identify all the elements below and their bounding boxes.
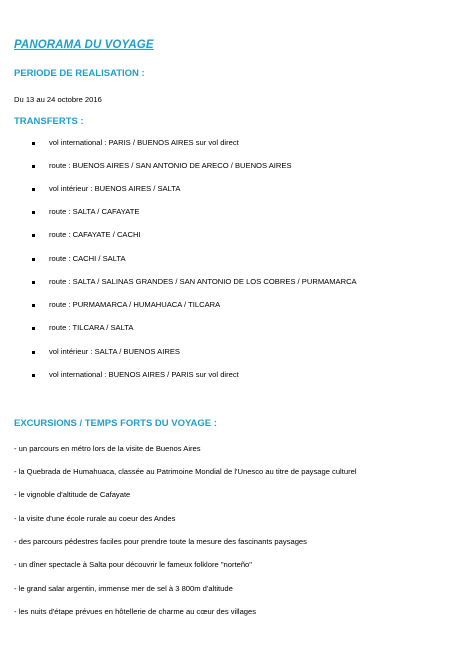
transfer-text: vol international : BUENOS AIRES / PARIS sur vol direct: [49, 370, 239, 379]
excursion-item: - la visite d'une école rurale au coeur des Andes: [14, 514, 176, 523]
excursion-item: - des parcours pédestres faciles pour prendre toute la mesure des fascinants paysages: [14, 537, 307, 546]
excursion-item: - le vignoble d'altitude de Cafayate: [14, 490, 131, 499]
bullet-icon: [32, 188, 35, 191]
transfer-text: route : CAFAYATE / CACHI: [49, 230, 141, 239]
period-heading: PERIODE DE REALISATION :: [14, 68, 145, 79]
excursion-item: - le grand salar argentin, immense mer de sel à 3 800m d'altitude: [14, 584, 233, 593]
transfer-text: vol intérieur : SALTA / BUENOS AIRES: [49, 347, 180, 356]
transfer-text: route : SALTA / SALINAS GRANDES / SAN ANTONIO DE LOS COBRES / PURMAMARCA: [49, 277, 357, 286]
bullet-icon: [32, 258, 35, 261]
period-dates: Du 13 au 24 octobre 2016: [14, 95, 102, 104]
excursions-heading: EXCURSIONS / TEMPS FORTS DU VOYAGE :: [14, 418, 217, 429]
bullet-icon: [32, 211, 35, 214]
bullet-icon: [32, 327, 35, 330]
excursion-item: - la Quebrada de Humahuaca, classée au Patrimoine Mondial de l'Unesco au titre de paysage culturel: [14, 467, 357, 476]
transfer-text: route : CACHI / SALTA: [49, 254, 126, 263]
transfer-text: vol intérieur : BUENOS AIRES / SALTA: [49, 184, 181, 193]
bullet-icon: [32, 304, 35, 307]
transfer-text: route : PURMAMARCA / HUMAHUACA / TILCARA: [49, 300, 221, 309]
excursion-item: - un dîner spectacle à Salta pour découvrir le fameux folklore "norteño": [14, 560, 252, 569]
transfers-heading: TRANSFERTS :: [14, 116, 84, 127]
transfer-text: route : BUENOS AIRES / SAN ANTONIO DE ARECO / BUENOS AIRES: [49, 161, 292, 170]
transfer-text: route : TILCARA / SALTA: [49, 323, 134, 332]
transfer-text: vol international : PARIS / BUENOS AIRES sur vol direct: [49, 138, 239, 147]
document-title: PANORAMA DU VOYAGE: [14, 39, 154, 51]
bullet-icon: [32, 374, 35, 377]
bullet-icon: [32, 234, 35, 237]
transfer-text: route : SALTA / CAFAYATE: [49, 207, 140, 216]
excursion-item: - les nuits d'étape prévues en hôtellerie de charme au cœur des villages: [14, 607, 257, 616]
excursion-item: - un parcours en métro lors de la visite de Buenos Aires: [14, 444, 201, 453]
bullet-icon: [32, 165, 35, 168]
bullet-icon: [32, 142, 35, 145]
bullet-icon: [32, 351, 35, 354]
bullet-icon: [32, 281, 35, 284]
